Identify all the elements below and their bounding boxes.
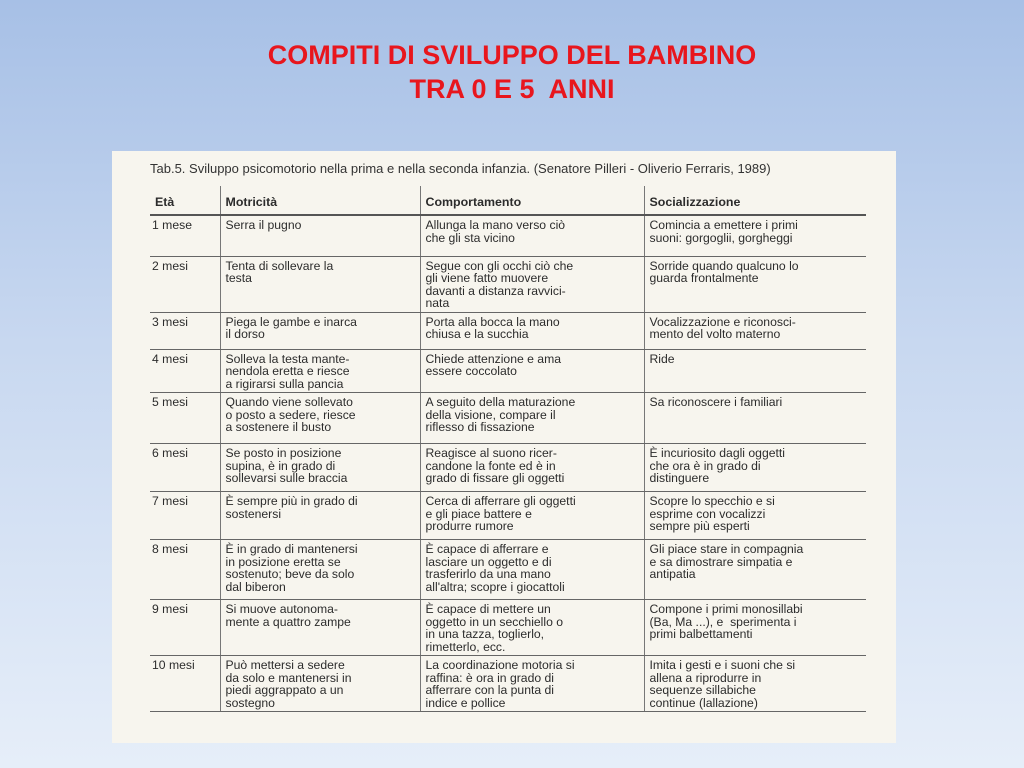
table-row (150, 215, 866, 256)
cell-eta-text: 8 mesi (152, 542, 188, 556)
cell-motricita (220, 312, 420, 349)
cell-motricita (220, 393, 420, 444)
development-table (150, 186, 866, 712)
cell-motricita-text: Solleva la testa mante- nendola eretta e riesce a rigirarsi sulla pancia (225, 351, 350, 391)
cell-socializzazione (644, 393, 866, 444)
cell-socializzazione-text: Scopre lo specchio e si esprime con vocalizzi sempre più esperti (649, 494, 775, 533)
cell-motricita-text: È in grado di mantenersi in posizione eretta se sostenuto; beve da solo dal biberon (225, 542, 358, 594)
table-caption: Tab.5. Sviluppo psicomotorio nella prima e nella seconda infanzia. (Senatore Pilleri - Oliverio Ferraris, 1989) (150, 161, 771, 176)
cell-comportamento-text: Cerca di afferrare gli oggetti e gli piace battere e produrre rumore (425, 494, 576, 533)
cell-socializzazione (644, 600, 866, 656)
table-row (150, 444, 866, 492)
cell-eta (150, 349, 220, 393)
cell-socializzazione (644, 444, 866, 492)
cell-socializzazione (644, 256, 866, 312)
cell-comportamento (420, 215, 644, 256)
cell-eta-text: 4 mesi (152, 351, 188, 366)
table-row (150, 349, 866, 393)
table-row (150, 540, 866, 600)
cell-socializzazione-text: Gli piace stare in compagnia e sa dimostrare simpatia e antipatia (649, 542, 804, 581)
cell-motricita (220, 256, 420, 312)
cell-comportamento-text: È capace di mettere un oggetto in un secchiello o in una tazza, toglierlo, rimetterlo, ecc. (425, 602, 564, 654)
cell-eta (150, 444, 220, 492)
cell-motricita-text: Se posto in posizione supina, è in grado di sollevarsi sulle braccia (225, 446, 348, 485)
cell-eta (150, 492, 220, 540)
cell-eta-text: 9 mesi (152, 602, 188, 616)
cell-motricita-text: Può mettersi a sedere da solo e mantenersi in piedi aggrappato a un sostegno (225, 658, 352, 710)
cell-eta-text: 3 mesi (152, 314, 188, 329)
cell-eta-text: 6 mesi (152, 446, 188, 460)
slide-title-line-1: COMPITI DI SVILUPPO DEL BAMBINO (267, 40, 757, 70)
cell-eta (150, 312, 220, 349)
cell-eta-text: 5 mesi (152, 395, 188, 409)
cell-motricita (220, 540, 420, 600)
cell-socializzazione-text: Ride (649, 351, 675, 366)
table-row (150, 256, 866, 312)
cell-comportamento (420, 349, 644, 393)
cell-comportamento-text: Allunga la mano verso ciò che gli sta vicino (425, 218, 566, 245)
header-socializzazione: Socializzazione (644, 186, 866, 215)
cell-comportamento (420, 444, 644, 492)
header-eta: Età (150, 186, 220, 215)
header-comportamento: Comportamento (420, 186, 644, 215)
cell-comportamento (420, 312, 644, 349)
cell-comportamento-text: La coordinazione motoria si raffina: è ora in grado di afferrare con la punta di indice e pollice (425, 658, 575, 710)
slide-title (0, 38, 1024, 106)
cell-eta (150, 215, 220, 256)
table-header-row (150, 186, 866, 215)
cell-motricita-text: Piega le gambe e inarca il dorso (225, 314, 357, 341)
table-body (150, 215, 866, 712)
cell-comportamento-text: A seguito della maturazione della visione, compare il riflesso di fissazione (425, 395, 576, 434)
cell-socializzazione-text: Vocalizzazione e riconosci- mento del volto materno (649, 314, 796, 341)
cell-motricita (220, 215, 420, 256)
cell-eta-text: 10 mesi (152, 658, 195, 672)
table-row (150, 312, 866, 349)
cell-comportamento (420, 656, 644, 712)
cell-socializzazione-text: Imita i gesti e i suoni che si allena a riprodurre in sequenze sillabiche continue (lallazione) (649, 658, 796, 710)
cell-motricita-text: È sempre più in grado di sostenersi (225, 494, 358, 521)
cell-comportamento (420, 492, 644, 540)
cell-comportamento (420, 600, 644, 656)
cell-socializzazione (644, 656, 866, 712)
cell-motricita (220, 656, 420, 712)
cell-comportamento-text: È capace di afferrare e lasciare un oggetto e di trasferirlo da una mano all'altra; scopre i giocattoli (425, 542, 565, 594)
cell-eta (150, 600, 220, 656)
cell-motricita-text: Serra il pugno (225, 218, 302, 232)
cell-comportamento (420, 393, 644, 444)
cell-eta-text: 1 mese (152, 218, 192, 232)
table-row (150, 656, 866, 712)
cell-eta (150, 540, 220, 600)
cell-motricita-text: Tenta di sollevare la testa (225, 258, 334, 285)
cell-comportamento-text: Segue con gli occhi ciò che gli viene fatto muovere davanti a distanza ravvici- nata (425, 258, 574, 310)
cell-comportamento (420, 540, 644, 600)
cell-motricita (220, 492, 420, 540)
cell-socializzazione-text: Compone i primi monosillabi (Ba, Ma ...), e sperimenta i primi balbettamenti (649, 602, 803, 641)
cell-motricita (220, 444, 420, 492)
cell-socializzazione-text: Sa riconoscere i familiari (649, 395, 783, 409)
cell-motricita-text: Quando viene sollevato o posto a sedere, riesce a sostenere il busto (225, 395, 356, 434)
cell-eta (150, 393, 220, 444)
cell-eta-text: 7 mesi (152, 494, 188, 508)
table-row (150, 492, 866, 540)
table-row (150, 393, 866, 444)
cell-comportamento (420, 256, 644, 312)
cell-comportamento-text: Chiede attenzione e ama essere coccolato (425, 351, 562, 378)
cell-motricita (220, 349, 420, 393)
cell-eta (150, 256, 220, 312)
cell-eta-text: 2 mesi (152, 258, 188, 273)
cell-motricita (220, 600, 420, 656)
cell-socializzazione-text: È incuriosito dagli oggetti che ora è in grado di distinguere (649, 446, 785, 485)
cell-motricita-text: Si muove autonoma- mente a quattro zampe (225, 602, 351, 629)
cell-eta (150, 656, 220, 712)
slide-title-line-2: TRA 0 E 5 ANNI (409, 74, 615, 104)
cell-socializzazione (644, 540, 866, 600)
scanned-table-image (112, 151, 896, 743)
cell-socializzazione-text: Sorride quando qualcuno lo guarda frontalmente (649, 258, 799, 285)
header-motricita: Motricità (220, 186, 420, 215)
cell-comportamento-text: Reagisce al suono ricer- candone la fonte ed è in grado di fissare gli oggetti (425, 446, 565, 485)
cell-socializzazione (644, 215, 866, 256)
cell-socializzazione-text: Comincia a emettere i primi suoni: gorgoglii, gorgheggi (649, 218, 798, 245)
table-row (150, 600, 866, 656)
cell-comportamento-text: Porta alla bocca la mano chiusa e la succhia (425, 314, 560, 341)
cell-socializzazione (644, 492, 866, 540)
cell-socializzazione (644, 349, 866, 393)
cell-socializzazione (644, 312, 866, 349)
